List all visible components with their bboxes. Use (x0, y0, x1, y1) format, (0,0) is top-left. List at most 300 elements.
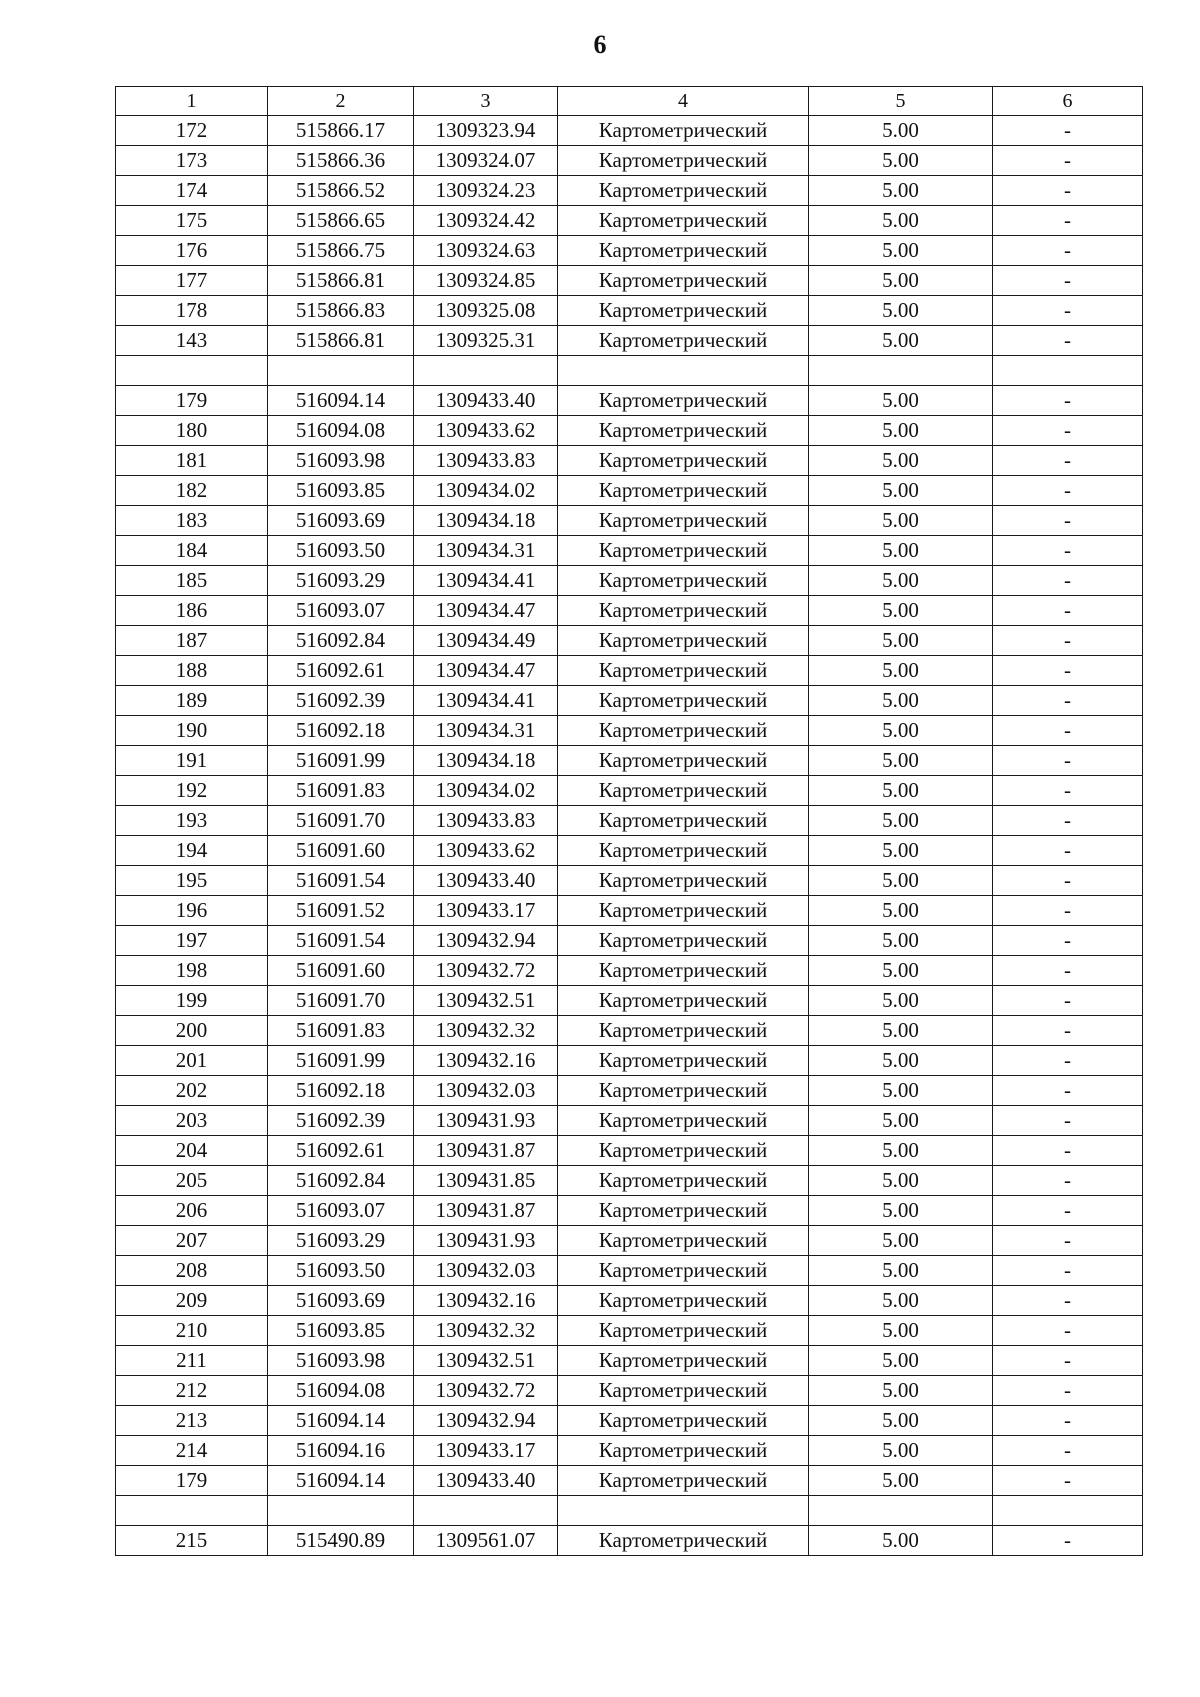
table-cell: Картометрический (558, 1106, 809, 1136)
table-cell: 5.00 (809, 566, 993, 596)
table-cell: 1309324.85 (414, 266, 558, 296)
table-cell: 1309432.32 (414, 1316, 558, 1346)
table-cell: 516093.29 (268, 566, 414, 596)
table-row (116, 926, 1143, 956)
table-row (116, 596, 1143, 626)
table-cell: 189 (116, 686, 268, 716)
table-cell: 1309434.41 (414, 686, 558, 716)
table-cell: - (993, 416, 1143, 446)
table-cell: 215 (116, 1526, 268, 1556)
table-cell: 1309431.93 (414, 1226, 558, 1256)
table-row (116, 1166, 1143, 1196)
table-cell: 204 (116, 1136, 268, 1166)
table-cell: 516091.83 (268, 1016, 414, 1046)
table-cell: 516093.85 (268, 476, 414, 506)
column-header: 6 (993, 87, 1143, 116)
table-cell: - (993, 656, 1143, 686)
table-cell: 203 (116, 1106, 268, 1136)
table-cell: - (993, 1076, 1143, 1106)
table-cell: 190 (116, 716, 268, 746)
table-body (116, 116, 1143, 1556)
table-cell: 1309433.17 (414, 896, 558, 926)
table-cell: 1309432.94 (414, 926, 558, 956)
table-cell: Картометрический (558, 416, 809, 446)
table-row (116, 446, 1143, 476)
table-cell: 1309324.63 (414, 236, 558, 266)
table-cell: Картометрический (558, 656, 809, 686)
table-cell (414, 356, 558, 386)
table-cell: 1309434.47 (414, 596, 558, 626)
table-cell: Картометрический (558, 926, 809, 956)
table-cell: 1309434.49 (414, 626, 558, 656)
table-cell: 1309433.62 (414, 836, 558, 866)
table-cell: 516091.83 (268, 776, 414, 806)
table-cell: 1309433.62 (414, 416, 558, 446)
table-cell: 5.00 (809, 1406, 993, 1436)
table-cell: 5.00 (809, 1316, 993, 1346)
table-cell: 5.00 (809, 476, 993, 506)
table-cell: 1309434.47 (414, 656, 558, 686)
table-cell: - (993, 296, 1143, 326)
table-cell: 515866.17 (268, 116, 414, 146)
table-cell: 516094.14 (268, 1406, 414, 1436)
table-cell: 5.00 (809, 1286, 993, 1316)
table-cell: 5.00 (809, 776, 993, 806)
table-cell: 5.00 (809, 866, 993, 896)
table-row (116, 956, 1143, 986)
table-cell: - (993, 1106, 1143, 1136)
table-cell: Картометрический (558, 566, 809, 596)
table-cell: Картометрический (558, 386, 809, 416)
table-cell: - (993, 1376, 1143, 1406)
table-cell: 1309431.87 (414, 1136, 558, 1166)
table-row (116, 266, 1143, 296)
table-cell: 1309434.02 (414, 476, 558, 506)
table-cell: 516092.18 (268, 1076, 414, 1106)
table-cell (116, 1496, 268, 1526)
table-cell (558, 356, 809, 386)
table-row (116, 806, 1143, 836)
table-cell: Картометрический (558, 1046, 809, 1076)
table-cell: Картометрический (558, 1226, 809, 1256)
table-cell: 5.00 (809, 1016, 993, 1046)
table-cell: - (993, 866, 1143, 896)
table-row (116, 1286, 1143, 1316)
table-cell: - (993, 776, 1143, 806)
table-cell: 5.00 (809, 1226, 993, 1256)
table-cell: Картометрический (558, 1256, 809, 1286)
table-cell: 214 (116, 1436, 268, 1466)
table-row (116, 896, 1143, 926)
table-cell: 1309432.72 (414, 956, 558, 986)
table-cell: - (993, 746, 1143, 776)
table-row (116, 1496, 1143, 1526)
table-cell (414, 1496, 558, 1526)
table-cell: 516091.54 (268, 926, 414, 956)
table-cell: 1309432.32 (414, 1016, 558, 1046)
table-row (116, 1406, 1143, 1436)
table-cell: 516092.39 (268, 1106, 414, 1136)
table-cell: 1309433.40 (414, 386, 558, 416)
table-cell: - (993, 1286, 1143, 1316)
table-cell: 516091.99 (268, 746, 414, 776)
table-cell: 5.00 (809, 686, 993, 716)
table-cell: 181 (116, 446, 268, 476)
table-row (116, 1106, 1143, 1136)
table-cell: Картометрический (558, 1286, 809, 1316)
table-row (116, 176, 1143, 206)
table-cell: 194 (116, 836, 268, 866)
table-cell: 206 (116, 1196, 268, 1226)
table-cell: 180 (116, 416, 268, 446)
table-cell: 5.00 (809, 806, 993, 836)
table-cell: 1309434.31 (414, 716, 558, 746)
table-cell: 516093.29 (268, 1226, 414, 1256)
table-cell: - (993, 806, 1143, 836)
table-cell: - (993, 1346, 1143, 1376)
table-cell: - (993, 1256, 1143, 1286)
table-cell: Картометрический (558, 776, 809, 806)
table-row (116, 1376, 1143, 1406)
table-cell: 188 (116, 656, 268, 686)
table-cell: 211 (116, 1346, 268, 1376)
table-cell: 516091.60 (268, 956, 414, 986)
table-cell: Картометрический (558, 596, 809, 626)
table-cell: 1309432.72 (414, 1376, 558, 1406)
table-cell: - (993, 1316, 1143, 1346)
table-cell: 179 (116, 1466, 268, 1496)
table-cell: - (993, 1436, 1143, 1466)
table-cell: Картометрический (558, 956, 809, 986)
table-cell: - (993, 626, 1143, 656)
table-cell: 173 (116, 146, 268, 176)
table-cell: 516092.84 (268, 1166, 414, 1196)
table-cell: 516091.54 (268, 866, 414, 896)
table-cell: 516092.84 (268, 626, 414, 656)
table-cell: - (993, 566, 1143, 596)
table-row (116, 626, 1143, 656)
table-row (116, 716, 1143, 746)
table-cell: 1309434.18 (414, 746, 558, 776)
table-cell: 1309434.41 (414, 566, 558, 596)
table-cell: - (993, 1166, 1143, 1196)
table-row (116, 1016, 1143, 1046)
table-cell: Картометрический (558, 626, 809, 656)
table-cell: Картометрический (558, 1346, 809, 1376)
table-cell: 209 (116, 1286, 268, 1316)
table-cell: 1309325.08 (414, 296, 558, 326)
table-cell: - (993, 1136, 1143, 1166)
table-row (116, 656, 1143, 686)
table-cell: 5.00 (809, 1106, 993, 1136)
table-cell: Картометрический (558, 866, 809, 896)
table-cell: 515866.83 (268, 296, 414, 326)
table-cell: - (993, 1406, 1143, 1436)
table-row (116, 746, 1143, 776)
table-row (116, 146, 1143, 176)
table-row (116, 1046, 1143, 1076)
table-cell: 198 (116, 956, 268, 986)
table-cell: 183 (116, 506, 268, 536)
table-cell: 5.00 (809, 326, 993, 356)
table-cell: 5.00 (809, 1046, 993, 1076)
table-cell: 515490.89 (268, 1526, 414, 1556)
table-cell: 516092.39 (268, 686, 414, 716)
table-row (116, 1076, 1143, 1106)
table-row (116, 1346, 1143, 1376)
table-cell (268, 1496, 414, 1526)
table-cell: Картометрический (558, 1406, 809, 1436)
column-header: 2 (268, 87, 414, 116)
table-cell: 516091.70 (268, 806, 414, 836)
table-cell: 191 (116, 746, 268, 776)
table-cell: 210 (116, 1316, 268, 1346)
coordinates-table (115, 86, 1143, 1556)
table-row (116, 1316, 1143, 1346)
table-cell: 516092.61 (268, 1136, 414, 1166)
table-cell (268, 356, 414, 386)
table-cell: Картометрический (558, 1016, 809, 1046)
table-cell: 5.00 (809, 236, 993, 266)
table-cell: 5.00 (809, 656, 993, 686)
table-cell: 5.00 (809, 986, 993, 1016)
table-cell: - (993, 1196, 1143, 1226)
table-cell: - (993, 266, 1143, 296)
table-row (116, 566, 1143, 596)
table-cell: 5.00 (809, 1436, 993, 1466)
table-cell: 516092.18 (268, 716, 414, 746)
table-cell: 1309324.42 (414, 206, 558, 236)
table-header-row (116, 87, 1143, 116)
table-cell: Картометрический (558, 1436, 809, 1466)
table-cell: 516091.99 (268, 1046, 414, 1076)
table-cell: 5.00 (809, 1466, 993, 1496)
table-cell: 515866.81 (268, 266, 414, 296)
table-cell: - (993, 926, 1143, 956)
table-cell: 516091.60 (268, 836, 414, 866)
table-cell: 213 (116, 1406, 268, 1436)
table-cell: 1309434.02 (414, 776, 558, 806)
table-cell: 197 (116, 926, 268, 956)
table-cell: 515866.52 (268, 176, 414, 206)
table-cell (993, 356, 1143, 386)
column-header: 5 (809, 87, 993, 116)
table-cell: 5.00 (809, 626, 993, 656)
table-cell: 1309433.40 (414, 866, 558, 896)
table-row (116, 1256, 1143, 1286)
table-cell: 5.00 (809, 386, 993, 416)
table-cell: Картометрический (558, 716, 809, 746)
table-cell: Картометрический (558, 836, 809, 866)
table-cell: Картометрический (558, 506, 809, 536)
table-cell: 516093.98 (268, 1346, 414, 1376)
table-row (116, 326, 1143, 356)
table-cell: 5.00 (809, 1166, 993, 1196)
table-cell: 5.00 (809, 1376, 993, 1406)
table-cell: - (993, 1226, 1143, 1256)
table-cell: - (993, 986, 1143, 1016)
table-row (116, 686, 1143, 716)
table-cell: Картометрический (558, 176, 809, 206)
table-cell: 186 (116, 596, 268, 626)
table-cell: 202 (116, 1076, 268, 1106)
table-cell: 1309432.94 (414, 1406, 558, 1436)
table-cell: 5.00 (809, 836, 993, 866)
table-cell: 200 (116, 1016, 268, 1046)
table-cell: - (993, 176, 1143, 206)
table-row (116, 356, 1143, 386)
table-cell (809, 1496, 993, 1526)
table-cell: 5.00 (809, 926, 993, 956)
table-cell: - (993, 116, 1143, 146)
table-cell: 516092.61 (268, 656, 414, 686)
table-cell: Картометрический (558, 1376, 809, 1406)
table-cell: 205 (116, 1166, 268, 1196)
table-cell: 185 (116, 566, 268, 596)
table-cell: 193 (116, 806, 268, 836)
table-cell: 5.00 (809, 896, 993, 926)
table-cell: Картометрический (558, 746, 809, 776)
table-cell: 5.00 (809, 416, 993, 446)
table-cell: 516094.08 (268, 1376, 414, 1406)
table-cell: 516093.50 (268, 1256, 414, 1286)
table-cell: 516094.14 (268, 1466, 414, 1496)
table-cell: 5.00 (809, 176, 993, 206)
table-cell: 1309433.83 (414, 446, 558, 476)
table-cell: 516093.69 (268, 506, 414, 536)
table-cell: Картометрический (558, 206, 809, 236)
table-cell: Картометрический (558, 1136, 809, 1166)
table-cell: 1309434.31 (414, 536, 558, 566)
table-cell: 516093.50 (268, 536, 414, 566)
table-cell: 1309432.51 (414, 1346, 558, 1376)
table-cell: 5.00 (809, 116, 993, 146)
table-cell: - (993, 446, 1143, 476)
table-cell: 1309324.23 (414, 176, 558, 206)
table-cell: Картометрический (558, 1166, 809, 1196)
table-cell: - (993, 956, 1143, 986)
table-cell: 1309432.03 (414, 1256, 558, 1286)
table-cell: 1309433.40 (414, 1466, 558, 1496)
table-cell: 184 (116, 536, 268, 566)
table-cell: 175 (116, 206, 268, 236)
table-cell: 1309324.07 (414, 146, 558, 176)
table-cell: 195 (116, 866, 268, 896)
table-cell: 5.00 (809, 1346, 993, 1376)
table-cell: Картометрический (558, 806, 809, 836)
table-cell: - (993, 206, 1143, 236)
table-cell: Картометрический (558, 1196, 809, 1226)
table-cell: Картометрический (558, 326, 809, 356)
table-row (116, 776, 1143, 806)
table-row (116, 986, 1143, 1016)
table-row (116, 206, 1143, 236)
table-cell: - (993, 836, 1143, 866)
table-cell: 5.00 (809, 1256, 993, 1286)
table-cell: Картометрический (558, 146, 809, 176)
table-cell: 516093.07 (268, 1196, 414, 1226)
table-row (116, 1436, 1143, 1466)
table-cell: Картометрический (558, 986, 809, 1016)
table-cell: 1309431.93 (414, 1106, 558, 1136)
table-cell: - (993, 236, 1143, 266)
table-row (116, 866, 1143, 896)
table-row (116, 386, 1143, 416)
column-header: 4 (558, 87, 809, 116)
table-cell: 5.00 (809, 296, 993, 326)
table-cell: 516094.16 (268, 1436, 414, 1466)
table-cell: 1309323.94 (414, 116, 558, 146)
table-cell: - (993, 1526, 1143, 1556)
table-cell: 5.00 (809, 146, 993, 176)
table-cell: 5.00 (809, 506, 993, 536)
table-row (116, 1196, 1143, 1226)
table-cell: Картометрический (558, 446, 809, 476)
table-cell: 172 (116, 116, 268, 146)
table-row (116, 116, 1143, 146)
table-cell: 208 (116, 1256, 268, 1286)
table-cell: 515866.81 (268, 326, 414, 356)
table-cell: 1309433.17 (414, 1436, 558, 1466)
table-cell: 179 (116, 386, 268, 416)
table-cell: 516094.08 (268, 416, 414, 446)
table-cell: 516093.98 (268, 446, 414, 476)
table-cell: - (993, 326, 1143, 356)
table-cell: 5.00 (809, 536, 993, 566)
table-cell: 178 (116, 296, 268, 326)
table-cell: 201 (116, 1046, 268, 1076)
table-cell: - (993, 1466, 1143, 1496)
table-cell: 177 (116, 266, 268, 296)
table-cell: 5.00 (809, 206, 993, 236)
table-cell: 182 (116, 476, 268, 506)
table-row (116, 506, 1143, 536)
page-number: 6 (593, 30, 607, 59)
table-cell: 1309432.03 (414, 1076, 558, 1106)
table-cell: - (993, 686, 1143, 716)
table-cell: 5.00 (809, 956, 993, 986)
table-row (116, 836, 1143, 866)
table-cell: 207 (116, 1226, 268, 1256)
table-cell: 176 (116, 236, 268, 266)
table-cell: 5.00 (809, 716, 993, 746)
table-cell: 516093.85 (268, 1316, 414, 1346)
table-cell: 187 (116, 626, 268, 656)
table-cell: 1309431.87 (414, 1196, 558, 1226)
table-cell: 1309433.83 (414, 806, 558, 836)
table-cell: 192 (116, 776, 268, 806)
table-cell: 1309434.18 (414, 506, 558, 536)
table-cell: 196 (116, 896, 268, 926)
table-cell (116, 356, 268, 386)
table-cell: Картометрический (558, 536, 809, 566)
table-cell: 212 (116, 1376, 268, 1406)
table-cell: 1309325.31 (414, 326, 558, 356)
table-cell: 1309432.51 (414, 986, 558, 1016)
table-cell: 516093.69 (268, 1286, 414, 1316)
table-cell: 143 (116, 326, 268, 356)
table-cell: 1309432.16 (414, 1286, 558, 1316)
table-cell: Картометрический (558, 1076, 809, 1106)
table-cell: - (993, 716, 1143, 746)
table-cell: 516094.14 (268, 386, 414, 416)
table-cell: 1309432.16 (414, 1046, 558, 1076)
table-cell: 515866.75 (268, 236, 414, 266)
table-cell: 5.00 (809, 1196, 993, 1226)
table-cell: - (993, 146, 1143, 176)
table-cell: Картометрический (558, 1466, 809, 1496)
table-row (116, 296, 1143, 326)
